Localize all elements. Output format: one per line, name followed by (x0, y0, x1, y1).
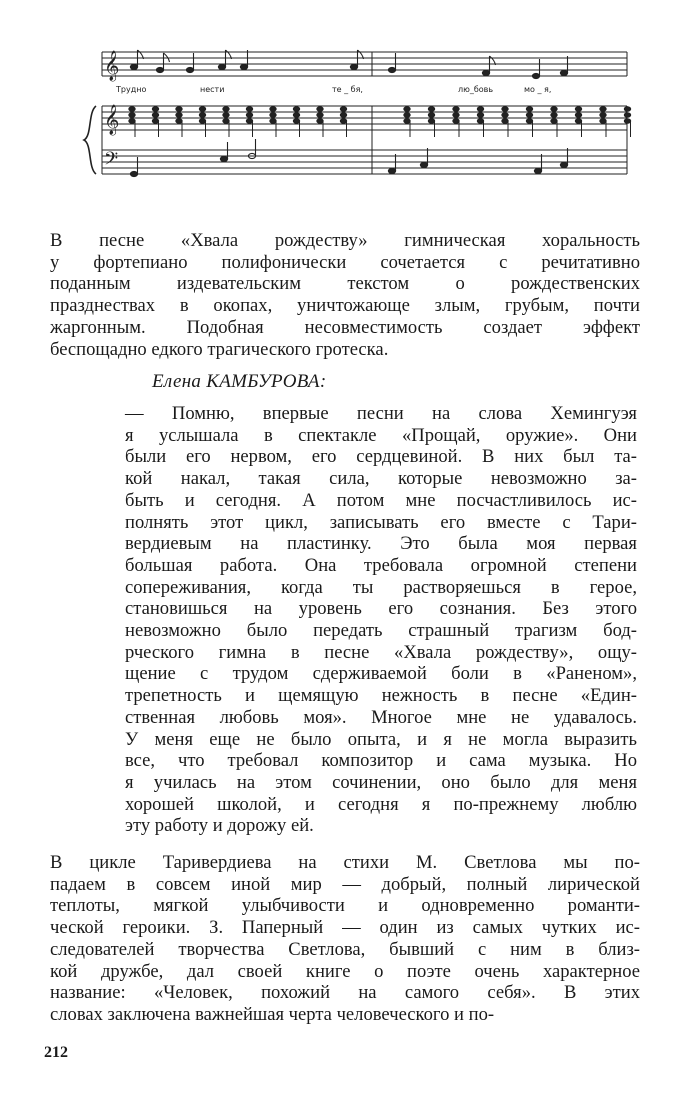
text-line: жаргонным. Подобная несовместимость создает эффект (50, 316, 640, 338)
bass-notes (130, 139, 567, 177)
text-line: большая работа. Она требовала огромной степени (125, 554, 637, 576)
text-line: становишься на уровень его сознания. Без этого (125, 598, 637, 620)
lyric-5: мо _ я, (524, 85, 552, 94)
bass-clef-icon: 𝄢 (104, 148, 119, 173)
piano-chords (129, 107, 631, 137)
text-line: беспощадно едкого трагического гротеска. (50, 338, 389, 360)
speaker-name: Елена КАМБУРОВА: (152, 371, 327, 392)
vocal-staff (102, 52, 627, 76)
text-line: ственная любовь моя». Многое мне не удавалось. (125, 706, 637, 728)
lyric-3: те _ бя, (332, 85, 363, 94)
text-line: я услышала в спектакле «Прощай, оружие». Они (125, 424, 637, 446)
text-line: у фортепиано полифонически сочетается с речитативно (50, 251, 640, 273)
piano-brace (84, 106, 96, 174)
text-line: У меня еще не было опыта, и я не могла выразить (125, 728, 637, 750)
text-line: сопереживания, когда ты растворяешься в герое, (125, 576, 637, 598)
text-line: — Помню, впервые песни на слова Хемингуэя (125, 403, 637, 424)
lyric-2: нести (200, 85, 225, 94)
text-line: В песне «Хвала рождеству» гимническая хоральность (50, 230, 640, 251)
text-line: следователей творчества Светлова, бывший с ним в близ- (50, 938, 640, 960)
text-line: быть и сегодня. А потом мне посчастливилось ис- (125, 489, 637, 511)
text-line: я училась на этом сочинении, оно было для меня (125, 771, 637, 793)
text-line: рческого гимна в песне «Хвала рождеству», ощу- (125, 641, 637, 663)
text-line: хорошей школой, и сегодня я по-прежнему люблю (125, 793, 637, 815)
text-line: все, что требовал композитор и сама музыка. Но (125, 750, 637, 772)
music-score (62, 40, 634, 190)
text-line: кой дружбе, дал своей книге о поэте очень характерное (50, 960, 640, 982)
treble-clef-icon-2: 𝄞 (104, 105, 120, 134)
piano-bass-staff (102, 150, 627, 174)
page-number: 212 (44, 1044, 68, 1061)
text-line: название: «Человек, похожий на самого себя». В этих (50, 982, 640, 1004)
intro-paragraph (50, 230, 640, 360)
text-line: празднествах в окопах, уничтожающе злым, грубым, почти (50, 295, 640, 317)
lyric-4: лю_бовь (458, 85, 494, 94)
text-line: невозможно было передать страшный трагизм бод- (125, 620, 637, 642)
text-line: щение с трудом сдерживаемой боли в «Раненом», (125, 663, 637, 685)
text-line: поданным издевательским текстом о рождественских (50, 273, 640, 295)
text-line: были его нервом, его сердцевиной. В них был та- (125, 446, 637, 468)
text-line: ческой героики. З. Паперный — один из самых чутких ис- (50, 917, 640, 939)
text-line: полнять этот цикл, записывать его вместе с Тари- (125, 511, 637, 533)
text-line: словах заключена важнейшая черта человеческого и по- (50, 1003, 495, 1025)
closing-paragraph (50, 852, 640, 1026)
treble-clef-icon: 𝄞 (104, 51, 120, 80)
text-line: кой накал, такая сила, которые невозможно за- (125, 468, 637, 490)
text-line: вердиевым на пластинку. Это была моя первая (125, 533, 637, 555)
quote-paragraph (125, 403, 637, 837)
text-line: теплоты, мягкой улыбчивости и одновременно романти- (50, 895, 640, 917)
text-line: падаем в совсем иной мир — добрый, полный лирической (50, 873, 640, 895)
text-line: эту работу и дорожу ей. (125, 815, 314, 837)
lyric-1: Трудно (116, 85, 147, 94)
text-line: трепетность и щемящую нежность в песне «Един- (125, 685, 637, 707)
text-line: В цикле Таривердиева на стихи М. Светлова мы по- (50, 852, 640, 873)
